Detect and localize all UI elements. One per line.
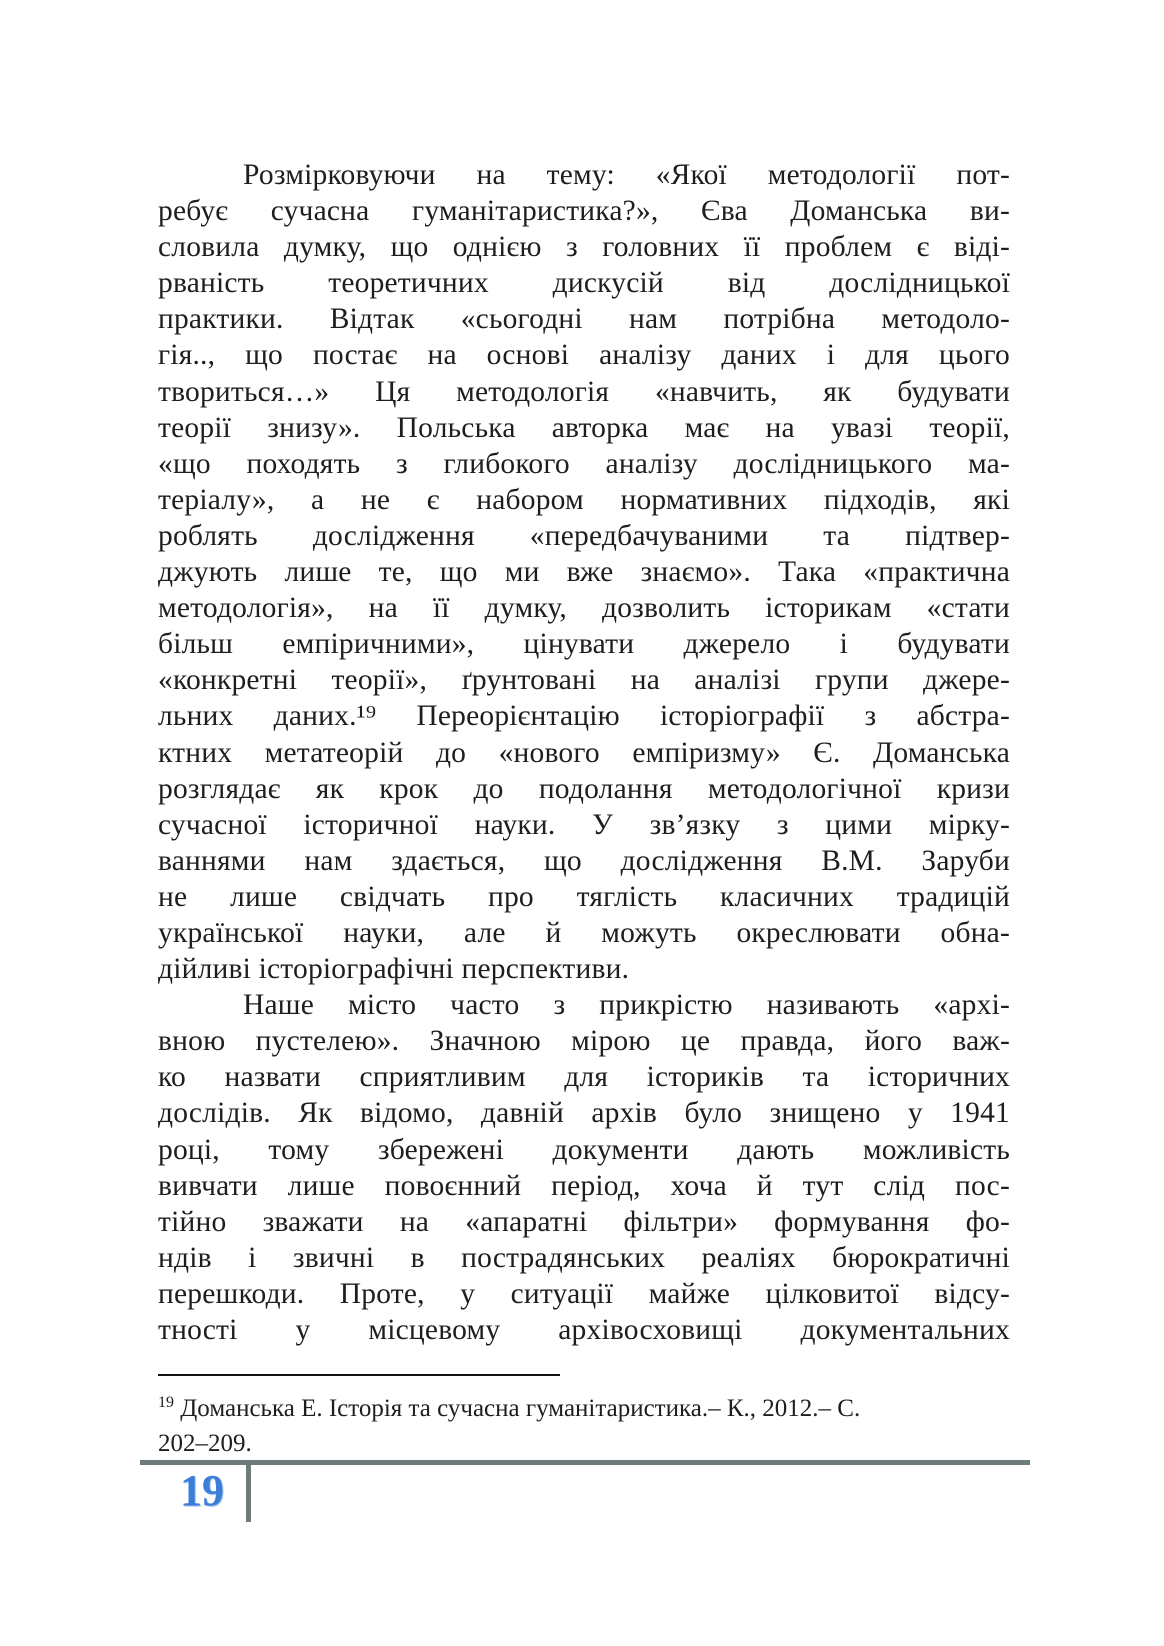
text-line: льних даних.¹⁹ Переорієнтацію історіографії з абстра- [158,700,1010,733]
text-line: перешкоди. Проте, у ситуації майже цілковитої відсу- [158,1277,1010,1310]
text-line: ребує сучасна гуманітаристика?», Єва Доманська ви- [158,195,1010,228]
text-line: Розмірковуючи на тему: «Якої методології пот- [243,159,1010,191]
text-line: дослідів. Як відомо, давній архів було знищено у 1941 [158,1097,1010,1130]
text-line: гія.., що постає на основі аналізу даних і для цього [158,339,1010,372]
text-line: сучасної історичної науки. У зв’язку з цими мірку- [158,808,1010,841]
text-line: роблять дослідження «передбачуваними та підтвер- [158,519,1010,552]
footnote-line: 202–209. [158,1430,252,1457]
footnote-text: Доманська Е. Історія та сучасна гуманітаристика.– К., 2012.– С. [174,1395,861,1422]
text-line: ндів і звичні в пострадянських реаліях бюрократичні [158,1241,1010,1274]
text-line: «конкретні теорії», ґрунтовані на аналізі групи джере- [158,664,1010,697]
text-line: не лише свідчать про тяглість класичних традицій [158,880,1010,913]
text-line: рваність теоретичних дискусій від дослідницької [158,267,1010,300]
text-line: дійливі історіографічні перспективи. [158,953,630,986]
text-line: словила думку, що однією з головних її проблем є віді- [158,231,1010,264]
footer-rule [140,1460,1030,1465]
footnote-marker: 19 [158,1394,174,1411]
text-line: твориться…» Ця методологія «навчить, як будувати [158,375,1010,408]
text-line: практики. Відтак «сьогодні нам потрібна методоло- [158,303,1010,336]
text-line: ко назвати сприятливим для істориків та історичних [158,1061,1010,1094]
footnote [158,1391,1010,1461]
text-line: української науки, але й можуть окреслювати обна- [158,916,1010,949]
text-line: вною пустелею». Значною мірою це правда, його важ- [158,1025,1010,1058]
page-number: 19 [180,1466,224,1515]
text-line: ваннями нам здається, що дослідження В.М. Заруби [158,844,1010,877]
text-line: «що походять з глибокого аналізу дослідницького ма- [158,447,1010,480]
text-line: більш емпіричними», цінувати джерело і будувати [158,628,1010,661]
footer-divider [246,1465,251,1522]
text-line: Наше місто часто з прикрістю називають «архі- [243,989,1010,1022]
text-line: теріалу», а не є набором нормативних підходів, які [158,483,1010,516]
text-line: ктних метатеорій до «нового емпіризму» Є. Доманська [158,736,1010,769]
text-line: методологія», на її думку, дозволить історикам «стати [158,592,1010,625]
text-line: тності у місцевому архівосховищі документальних [158,1314,1010,1346]
text-line: році, тому збережені документи дають можливість [158,1133,1010,1166]
text-line: теорії знизу». Польська авторка має на увазі теорії, [158,411,1010,444]
footnote-separator [158,1374,560,1376]
text-line: розглядає як крок до подолання методологічної кризи [158,772,1010,805]
footnote-line [158,1391,1010,1426]
text-line: джують лише те, що ми вже знаємо». Така «практична [158,556,1010,589]
text-line: тійно зважати на «апаратні фільтри» формування фо- [158,1205,1010,1238]
body-text [158,157,1010,1348]
text-line: вивчати лише повоєнний період, хоча й тут слід пос- [158,1169,1010,1202]
